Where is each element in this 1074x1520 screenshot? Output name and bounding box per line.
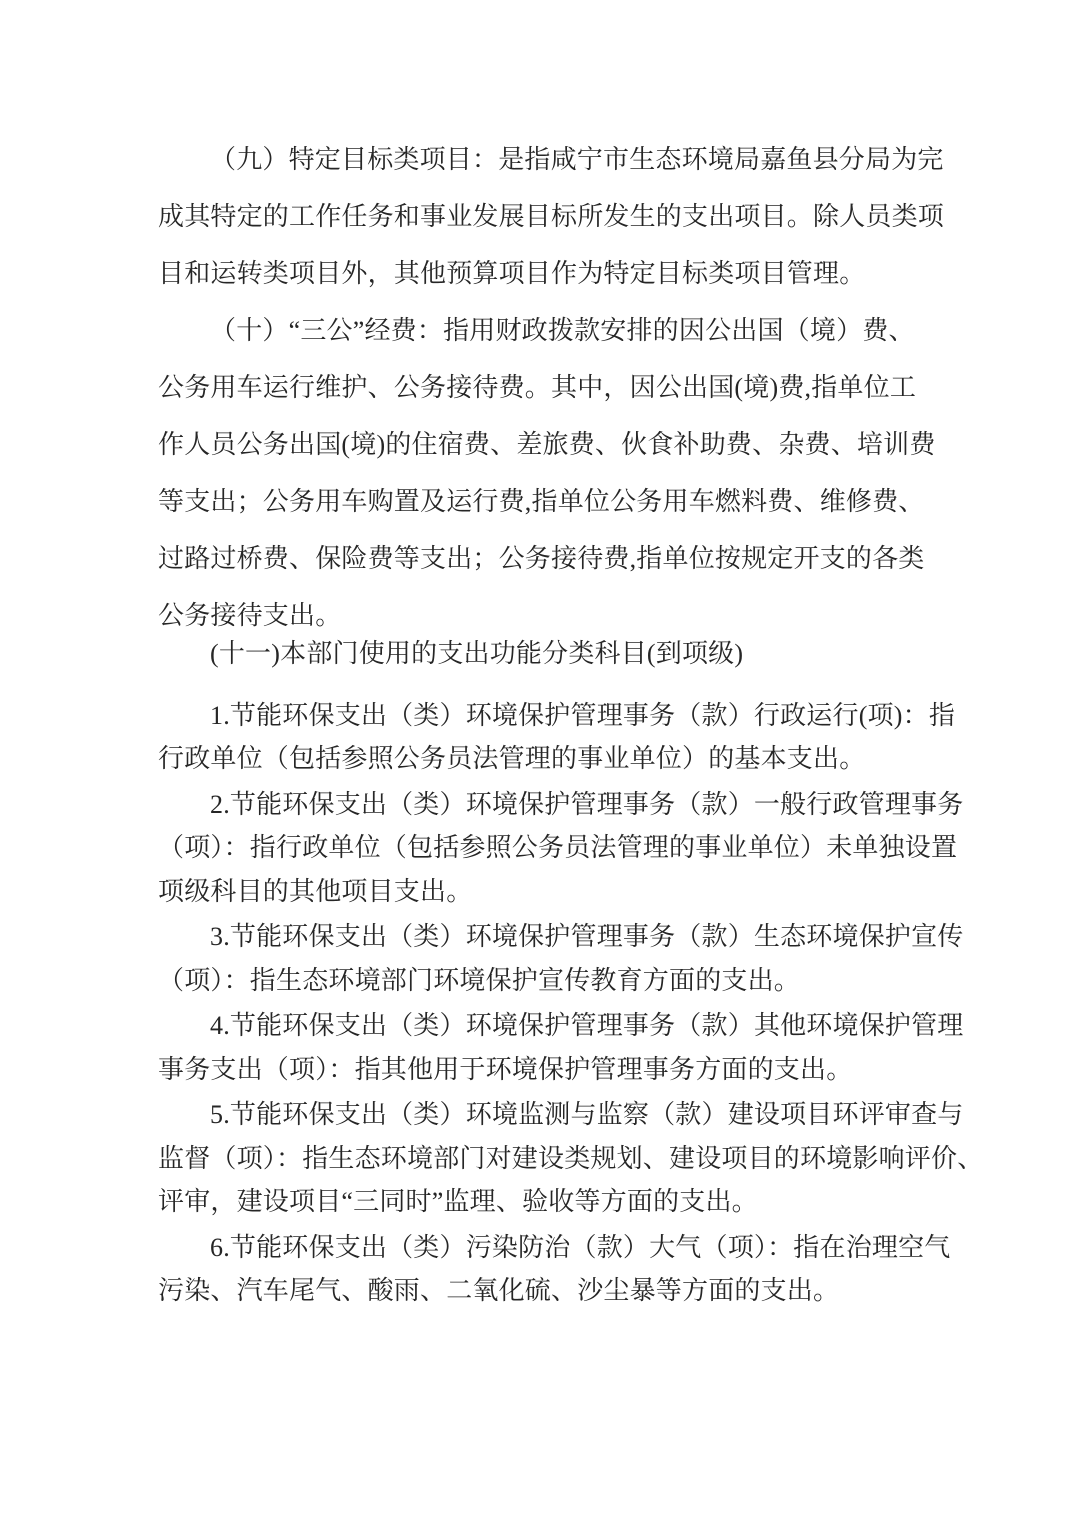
list-item-3-eco-environment-protection-publicity — [158, 915, 964, 1002]
text-line: 成其特定的工作任务和事业发展目标所发生的支出项目。除人员类项 — [158, 202, 945, 231]
text-line: 6.节能环保支出（类）污染防治（款）大气（项）：指在治理空气 — [210, 1232, 951, 1262]
paragraph-item-10-three-public-expenses — [158, 302, 936, 644]
text-line: 1.节能环保支出（类）环境保护管理事务（款）行政运行(项)：指 — [210, 700, 956, 730]
text-line: 目和运转类项目外，其他预算项目作为特定目标类项目管理。 — [158, 259, 866, 288]
list-item-5-construction-project-eia-review — [158, 1093, 984, 1224]
text-line: （项）：指行政单位（包括参照公务员法管理的事业单位）未单独设置 — [158, 833, 958, 862]
text-line: 4.节能环保支出（类）环境保护管理事务（款）其他环境保护管理 — [210, 1011, 964, 1040]
text-line: 5.节能环保支出（类）环境监测与监察（款）建设项目环评审查与 — [210, 1100, 964, 1129]
text-line: 公务接待支出。 — [158, 601, 342, 630]
text-line: （项）：指生态环境部门环境保护宣传教育方面的支出。 — [158, 965, 801, 995]
text-line: 评审，建设项目“三同时”监理、验收等方面的支出。 — [158, 1187, 758, 1216]
text-line: 监督（项）：指生态环境部门对建设类规划、建设项目的环境影响评价、 — [158, 1143, 984, 1173]
document-text-block — [158, 131, 984, 1313]
text-line: 行政单位（包括参照公务员法管理的事业单位）的基本支出。 — [158, 744, 866, 773]
text-line: 公务用车运行维护、公务接待费。其中，因公出国(境)费,指单位工 — [158, 373, 917, 402]
text-line: 2.节能环保支出（类）环境保护管理事务（款）一般行政管理事务 — [210, 789, 964, 819]
paragraph-item-11-expenditure-classification-heading — [158, 632, 933, 676]
list-item-6-air-pollution-control — [158, 1226, 951, 1313]
text-line: 污染、汽车尾气、酸雨、二氧化硫、沙尘暴等方面的支出。 — [158, 1276, 840, 1305]
list-item-4-other-environment-protection-affairs — [158, 1004, 964, 1091]
list-item-1-administrative-operation — [158, 694, 956, 781]
text-line: 项级科目的其他项目支出。 — [158, 876, 473, 906]
text-line: 作人员公务出国(境)的住宿费、差旅费、伙食补助费、杂费、培训费 — [158, 430, 936, 459]
text-line: 事务支出（项）：指其他用于环境保护管理事务方面的支出。 — [158, 1054, 853, 1084]
text-line: (十一)本部门使用的支出功能分类科目(到项级) — [210, 639, 744, 668]
list-item-2-general-administrative-affairs — [158, 783, 964, 914]
text-line: 等支出；公务用车购置及运行费,指单位公务用车燃料费、维修费、 — [158, 487, 925, 516]
paragraph-item-9-specific-target-projects — [158, 131, 945, 302]
text-line: 过路过桥费、保险费等支出；公务接待费,指单位按规定开支的各类 — [158, 544, 925, 573]
text-line: （九）特定目标类项目：是指咸宁市生态环境局嘉鱼县分局为完 — [210, 145, 944, 174]
text-line: 3.节能环保支出（类）环境保护管理事务（款）生态环境保护宣传 — [210, 922, 964, 951]
text-line: （十）“三公”经费：指用财政拨款安排的因公出国（境）费、 — [210, 316, 915, 345]
